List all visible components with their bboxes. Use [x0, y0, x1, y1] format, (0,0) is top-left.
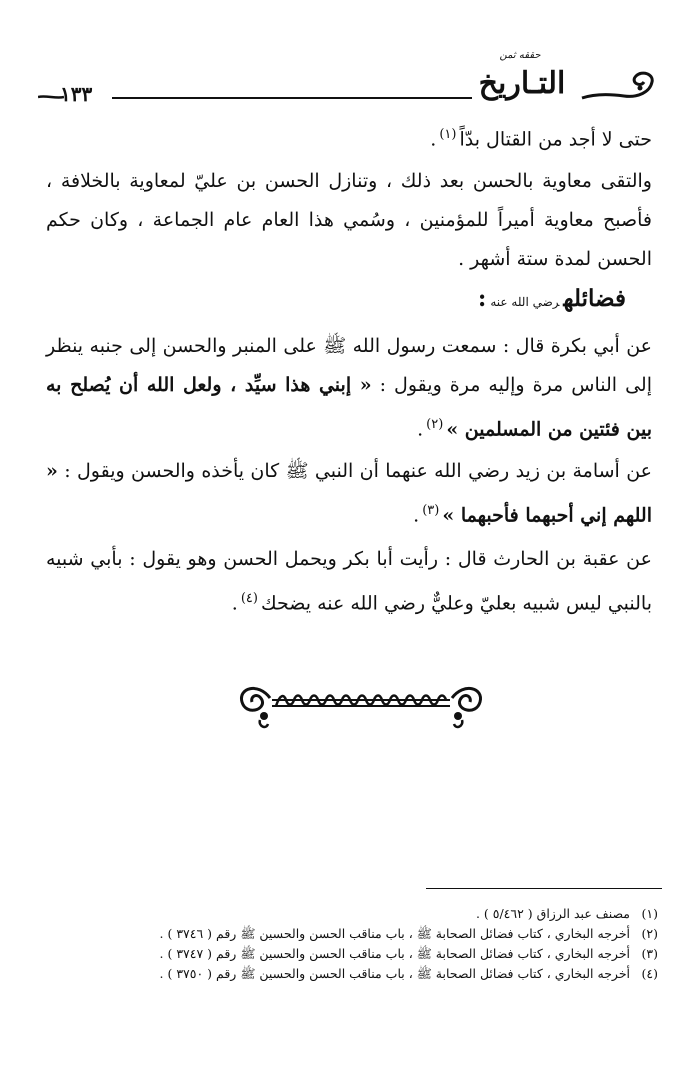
- hadith-2-quote: « اللهم إني أحبهما فأحبهما »: [46, 460, 652, 527]
- footnote-3-text: أخرجه البخاري ، كتاب فضائل الصحابة ﷺ ، باب مناقب الحسن والحسين ﷺ رقم ( ٣٧٤٧ ) .: [159, 946, 631, 961]
- footnote-4-text: أخرجه البخاري ، كتاب فضائل الصحابة ﷺ ، باب مناقب الحسن والحسين ﷺ رقم ( ٣٧٥٠ ) .: [159, 966, 631, 981]
- section-divider-ornament-icon: [236, 676, 486, 732]
- footnote-ref-3: (٣): [422, 503, 440, 518]
- intro-line: حتى لا أجد من القتال بدّاً$^{(١)}$.: [430, 127, 652, 151]
- book-title: التـاريخ: [478, 66, 566, 101]
- footnote-ref-2: (٢): [426, 417, 444, 432]
- footnote-2-number: (٢): [641, 926, 658, 941]
- footnote-4-number: (٤): [641, 966, 658, 981]
- footnote-2: [28, 924, 658, 944]
- footnote-2-text: أخرجه البخاري ، كتاب فضائل الصحابة ﷺ ، باب مناقب الحسن والحسين ﷺ رقم ( ٣٧٤٦ ) .: [159, 926, 631, 941]
- hadith-2: عن أسامة بن زيد رضي الله عنهما أن النبي ﷺ كان يأخذه والحسن ويقول : « اللهم إني أحبهما فأحبهما »$^{(٣)}$.: [46, 460, 652, 527]
- hadith-3-text: عن عقبة بن الحارث قال : رأيت أبا بكر ويحمل الحسن وهو يقول : بأبي شبيه بالنبي ليس شبيه بعليّ وعليٌّ رضي الله عنه يضحك: [46, 548, 652, 615]
- footnote-1: [28, 904, 658, 924]
- hadith-2-lead: عن أسامة بن زيد رضي الله عنهما أن النبي ﷺ كان يأخذه والحسن ويقول :: [64, 460, 652, 482]
- hadith-3: عن عقبة بن الحارث قال : رأيت أبا بكر ويحمل الحسن وهو يقول : بأبي شبيه بالنبي ليس شبيه بعليّ وعليٌّ رضي الله عنه يضحك$^{(٤)}$.: [46, 548, 652, 615]
- footnote-4: [28, 964, 658, 984]
- footnote-ref-4: (٤): [240, 591, 258, 606]
- footnote-1-number: (١): [641, 906, 658, 921]
- footnote-3-number: (٣): [641, 946, 658, 961]
- hadith-1-quote: « إبني هذا سيِّد ، ولعل الله أن يُصلح به بين فئتين من المسلمين »: [46, 374, 652, 441]
- paragraph-1: والتقى معاوية بالحسن بعد ذلك ، وتنازل الحسن بن عليّ لمعاوية بالخلافة ، فأصبح معاوية أميراً للمؤمنين ، وسُمي هذا العام عام الجماعة ، وكان حكم الحسن لمدة ستة أشهر .: [46, 170, 652, 270]
- footnote-3: [28, 944, 658, 964]
- page-number: ١٣٣: [60, 82, 93, 106]
- heading-blessing: رضي الله عنه: [490, 295, 560, 309]
- footnote-rule: [426, 888, 662, 889]
- hadith-1: عن أبي بكرة قال : سمعت رسول الله ﷺ على المنبر والحسن إلى جنبه ينظر إلى الناس مرة وإليه مرة ويقول : « إبني هذا سيِّد ، ولعل الله أن يُصلح به بين فئتين من المسلمين »$^{(٢)}$.: [46, 335, 652, 441]
- header-subtitle: حققه ثمن: [499, 50, 541, 61]
- header-ornament-icon: [580, 68, 656, 108]
- footnote-1-text: مصنف عبد الرزاق ( ٥/٤٦٢ ) .: [475, 906, 631, 921]
- header-rule: [112, 97, 472, 99]
- section-heading: [478, 285, 626, 312]
- intro-text: حتى لا أجد من القتال بدّاً: [459, 128, 652, 151]
- heading-text: فضائله: [563, 285, 626, 312]
- heading-colon: :: [477, 285, 487, 312]
- footnote-ref-1: (١): [439, 127, 457, 142]
- hadith-1-lead: عن أبي بكرة قال : سمعت رسول الله ﷺ على المنبر والحسن إلى جنبه ينظر إلى الناس مرة وإليه مرة ويقول :: [46, 335, 652, 396]
- header-dash-icon: [38, 95, 64, 99]
